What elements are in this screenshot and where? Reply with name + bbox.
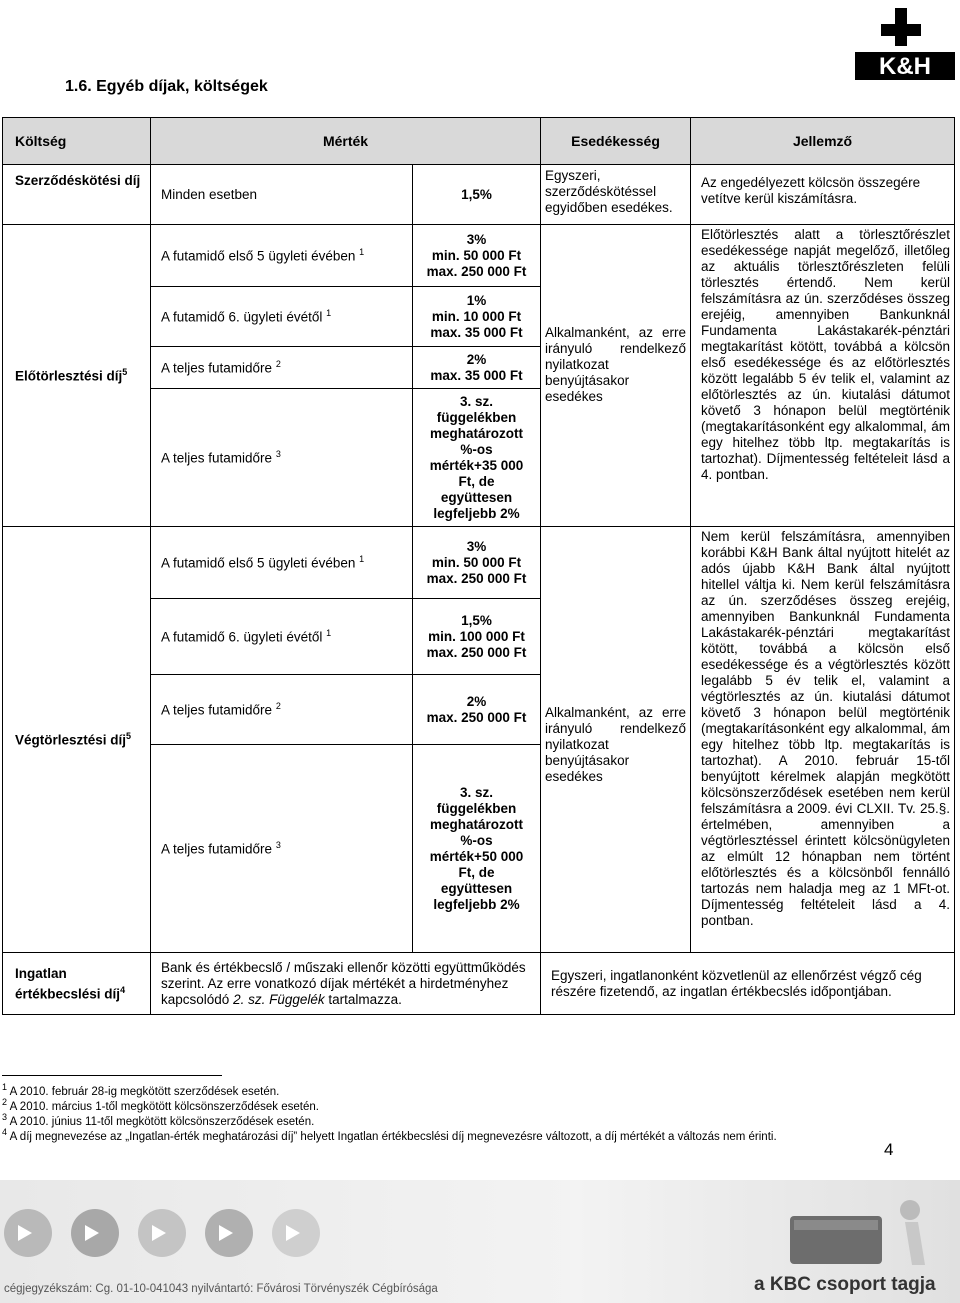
rate-line: 2% bbox=[466, 693, 487, 709]
footnote-ref: 3 bbox=[275, 840, 281, 851]
rate-line: mérték+50 000 bbox=[429, 848, 524, 864]
condition-text: A teljes futamidőre bbox=[161, 360, 273, 376]
footnote-ref: 1 bbox=[359, 554, 365, 565]
rate-line: min. 50 000 Ft bbox=[431, 554, 522, 570]
rate-line: max. 250 000 Ft bbox=[426, 570, 527, 586]
rate-cell bbox=[413, 527, 541, 599]
rate-line: max. 35 000 Ft bbox=[430, 324, 523, 340]
rate-cell bbox=[413, 225, 541, 287]
valuation-appendix: 2. sz. Függelék bbox=[233, 991, 325, 1007]
logo-text: K&H bbox=[879, 53, 931, 80]
rate-line: 1% bbox=[466, 292, 487, 308]
rate-line: együttesen bbox=[440, 880, 513, 896]
condition-text: A futamidő első 5 ügyleti évében bbox=[161, 248, 356, 264]
rate-cell: 1,5% bbox=[413, 165, 541, 225]
cost-contract-fee: Szerződéskötési díj bbox=[3, 165, 151, 225]
footnote-ref: 5 bbox=[126, 731, 132, 742]
condition-text: A futamidő első 5 ügyleti évében bbox=[161, 555, 356, 571]
footnote: $^3$ A 2010. június 11-től megkötött kölcsönszerződések esetén. bbox=[2, 1112, 315, 1128]
table-row bbox=[3, 165, 955, 225]
rate-cell bbox=[413, 599, 541, 675]
kbc-group-tagline: a KBC csoport tagja bbox=[754, 1274, 936, 1295]
cost-valuation-fee bbox=[3, 953, 151, 1015]
rate-line: %-os bbox=[460, 832, 493, 848]
condition-cell bbox=[151, 287, 413, 347]
table-header-row bbox=[3, 118, 955, 165]
condition-cell bbox=[151, 225, 413, 287]
condition-text: A futamidő 6. ügyleti évétől bbox=[161, 309, 323, 325]
footnote-ref: 2 bbox=[275, 359, 281, 370]
kh-logo bbox=[855, 6, 955, 82]
rate-line: min. 100 000 Ft bbox=[428, 628, 525, 644]
valuation-text-end: tartalmazza. bbox=[324, 991, 402, 1007]
due-cell: Alkalmanként, az erre irányuló rendelkező nyilatkozat benyújtásakor esedékes bbox=[541, 225, 691, 527]
rate-line: együttesen bbox=[440, 489, 513, 505]
footnote: $^2$ A 2010. március 1-től megkötött kölcsönszerződések esetén. bbox=[2, 1097, 319, 1113]
table-row bbox=[3, 527, 955, 599]
footnote-divider bbox=[2, 1075, 222, 1076]
header-feature: Jellemző bbox=[691, 118, 955, 165]
section-title: 1.6. Egyéb díjak, költségek bbox=[65, 78, 268, 95]
condition-cell bbox=[151, 745, 413, 953]
rate-line: max. 250 000 Ft bbox=[426, 263, 527, 279]
condition-cell bbox=[151, 389, 413, 527]
valuation-text: Bank és értékbecslő / műszaki ellenőr közötti együttműködés szerint. Az erre vonatkozó díjak mértékét a hirdetményhez kapcsolódó bbox=[161, 959, 526, 1007]
cost-name: Ingatlan értékbecslési díj bbox=[15, 965, 121, 1002]
rate-line: max. 250 000 Ft bbox=[426, 709, 527, 725]
rate-line: Ft, de bbox=[458, 864, 495, 880]
condition-text: A teljes futamidőre bbox=[161, 702, 273, 718]
footnote: $^1$ A 2010. február 28-ig megkötött szerződések esetén. bbox=[2, 1082, 280, 1098]
valuation-rate-cell bbox=[151, 953, 541, 1015]
page-number: 4 bbox=[884, 1140, 894, 1159]
note-cell: Nem kerül felszámításra, amennyiben korábbi K&H Bank által nyújtott hitelét az adós újabb K&H Bank által nyújtott hitellel váltja ki. Nem kerül felszámításra az ún. szerződéses összeg erejéig, amennyiben Bankunknál Fundamenta Lakástakarék-pénztári megtakarítást kötött, továbbá a kölcsön első esedékessége és a végtörlesztés között legalább 5 év telik el, valamint a végtörlesztés az ún. kiutalási dátumot követő 3 hónapon belül megtörténik (megtakarításonként egy alkalommal, ám egy hitelhez több ltp. megtakarítás is tartozhat). A 2010. február 15-től benyújtott kérelmek alapján megkötött kölcsönszerződések esetében nem kerül felszámításra a 2009. évi CLXII. Tv. 25.§. értelmében, amennyiben a végtörlesztéssel érintett kölcsönügyleten az elmúlt 12 hónapban nem történt előtörlesztés és a kölcsönből fennálló tartozás nem haladja meg az 1 MFt-ot. Díjmentesség feltételeit lásd a 4. pontban. bbox=[691, 527, 955, 953]
rate-line: Ft, de bbox=[458, 473, 495, 489]
footnote: $^4$ A díj megnevezése az „Ingatlan-érték meghatározási díj” helyett Ingatlan értékbecslési díj megnevezésre változott, a díj mértékét a változás nem érinti. bbox=[2, 1127, 777, 1143]
rate-line: 3% bbox=[466, 231, 487, 247]
rate-cell bbox=[413, 347, 541, 389]
rate-line: max. 250 000 Ft bbox=[426, 644, 527, 660]
fees-table bbox=[2, 117, 955, 1015]
footnote-ref: 1 bbox=[326, 628, 332, 639]
cost-prepayment-fee bbox=[3, 225, 151, 527]
cost-name: Előtörlesztési díj bbox=[15, 368, 123, 384]
due-cell: Alkalmanként, az erre irányuló rendelkező nyilatkozat benyújtásakor esedékes bbox=[541, 527, 691, 953]
rate-line: meghatározott bbox=[430, 816, 524, 832]
condition-text: A teljes futamidőre bbox=[161, 450, 273, 466]
footnote-ref: 2 bbox=[275, 701, 281, 712]
rate-line: max. 35 000 Ft bbox=[430, 367, 523, 383]
note-cell: Az engedélyezett kölcsön összegére vetítve kerül kiszámításra. bbox=[691, 165, 955, 225]
rate-line: mérték+35 000 bbox=[429, 457, 524, 473]
condition-cell bbox=[151, 527, 413, 599]
table-row bbox=[3, 225, 955, 287]
rate-line: legfeljebb 2% bbox=[433, 505, 520, 521]
registration-text: cégjegyzékszám: Cg. 01-10-041043 nyilvántartó: Fővárosi Törvényszék Cégbírósága bbox=[4, 1283, 438, 1295]
rate-cell bbox=[413, 389, 541, 527]
footnote-ref: 1 bbox=[326, 308, 332, 319]
condition-cell: Minden esetben bbox=[151, 165, 413, 225]
note-cell: Előtörlesztés alatt a törlesztőrészlet esedékessége napját megelőző, illetőleg az aktuális törlesztőrészleten felüli törlesztés értendő. Nem kerül felszámításra az ún. szerződéses összeg erejéig, amennyiben Bankunknál Fundamenta Lakástakarék-pénztári megtakarítást kötött, továbbá a kölcsön első esedékessége és az előtörlesztés között legalább 5 év telik el, valamint az előtörlesztés az ún. kiutalási dátumot követő 3 hónapon belül megtörténik (megtakarításonként egy alkalommal, ám egy hitelhez több ltp. megtakarítás is tartozhat). Díjmentesség feltételeit lásd a 4. pontban. bbox=[691, 225, 955, 527]
header-cost: Költség bbox=[3, 118, 151, 165]
footnote-ref: 4 bbox=[120, 984, 126, 995]
header-rate: Mérték bbox=[151, 118, 541, 165]
table-row bbox=[3, 953, 955, 1015]
rate-line: függelékben bbox=[436, 800, 517, 816]
valuation-due-cell: Egyszeri, ingatlanonként közvetlenül az ellenőrzést végző cég részére fizetendő, az ingatlan értékbecslés időpontjában. bbox=[541, 953, 955, 1015]
rate-cell bbox=[413, 745, 541, 953]
rate-line: 3% bbox=[466, 538, 487, 554]
rate-line: meghatározott bbox=[430, 425, 524, 441]
rate-line: min. 50 000 Ft bbox=[431, 247, 522, 263]
rate-line: 3. sz. bbox=[459, 393, 494, 409]
condition-text: A teljes futamidőre bbox=[161, 841, 273, 857]
rate-line: függelékben bbox=[436, 409, 517, 425]
condition-cell bbox=[151, 675, 413, 745]
paralympic-badge-icon bbox=[790, 1216, 882, 1264]
cost-name: Végtörlesztési díj bbox=[15, 732, 127, 748]
rate-line: 2% bbox=[466, 351, 487, 367]
condition-cell bbox=[151, 599, 413, 675]
rate-line: legfeljebb 2% bbox=[433, 896, 520, 912]
rate-cell bbox=[413, 287, 541, 347]
footnote-ref: 1 bbox=[359, 247, 365, 258]
rate-line: 1,5% bbox=[461, 612, 492, 628]
condition-text: A futamidő 6. ügyleti évétől bbox=[161, 629, 323, 645]
header-due: Esedékesség bbox=[541, 118, 691, 165]
rate-line: 3. sz. bbox=[459, 784, 494, 800]
cost-final-repayment-fee bbox=[3, 527, 151, 953]
rate-cell bbox=[413, 675, 541, 745]
footnote-ref: 3 bbox=[275, 449, 281, 460]
rate-line: %-os bbox=[460, 441, 493, 457]
rate-line: min. 10 000 Ft bbox=[431, 308, 522, 324]
footnote-ref: 5 bbox=[122, 367, 128, 378]
logo-plus-icon bbox=[881, 8, 921, 46]
due-cell: Egyszeri, szerződéskötéssel egyidőben esedékes. bbox=[541, 165, 691, 225]
condition-cell bbox=[151, 347, 413, 389]
